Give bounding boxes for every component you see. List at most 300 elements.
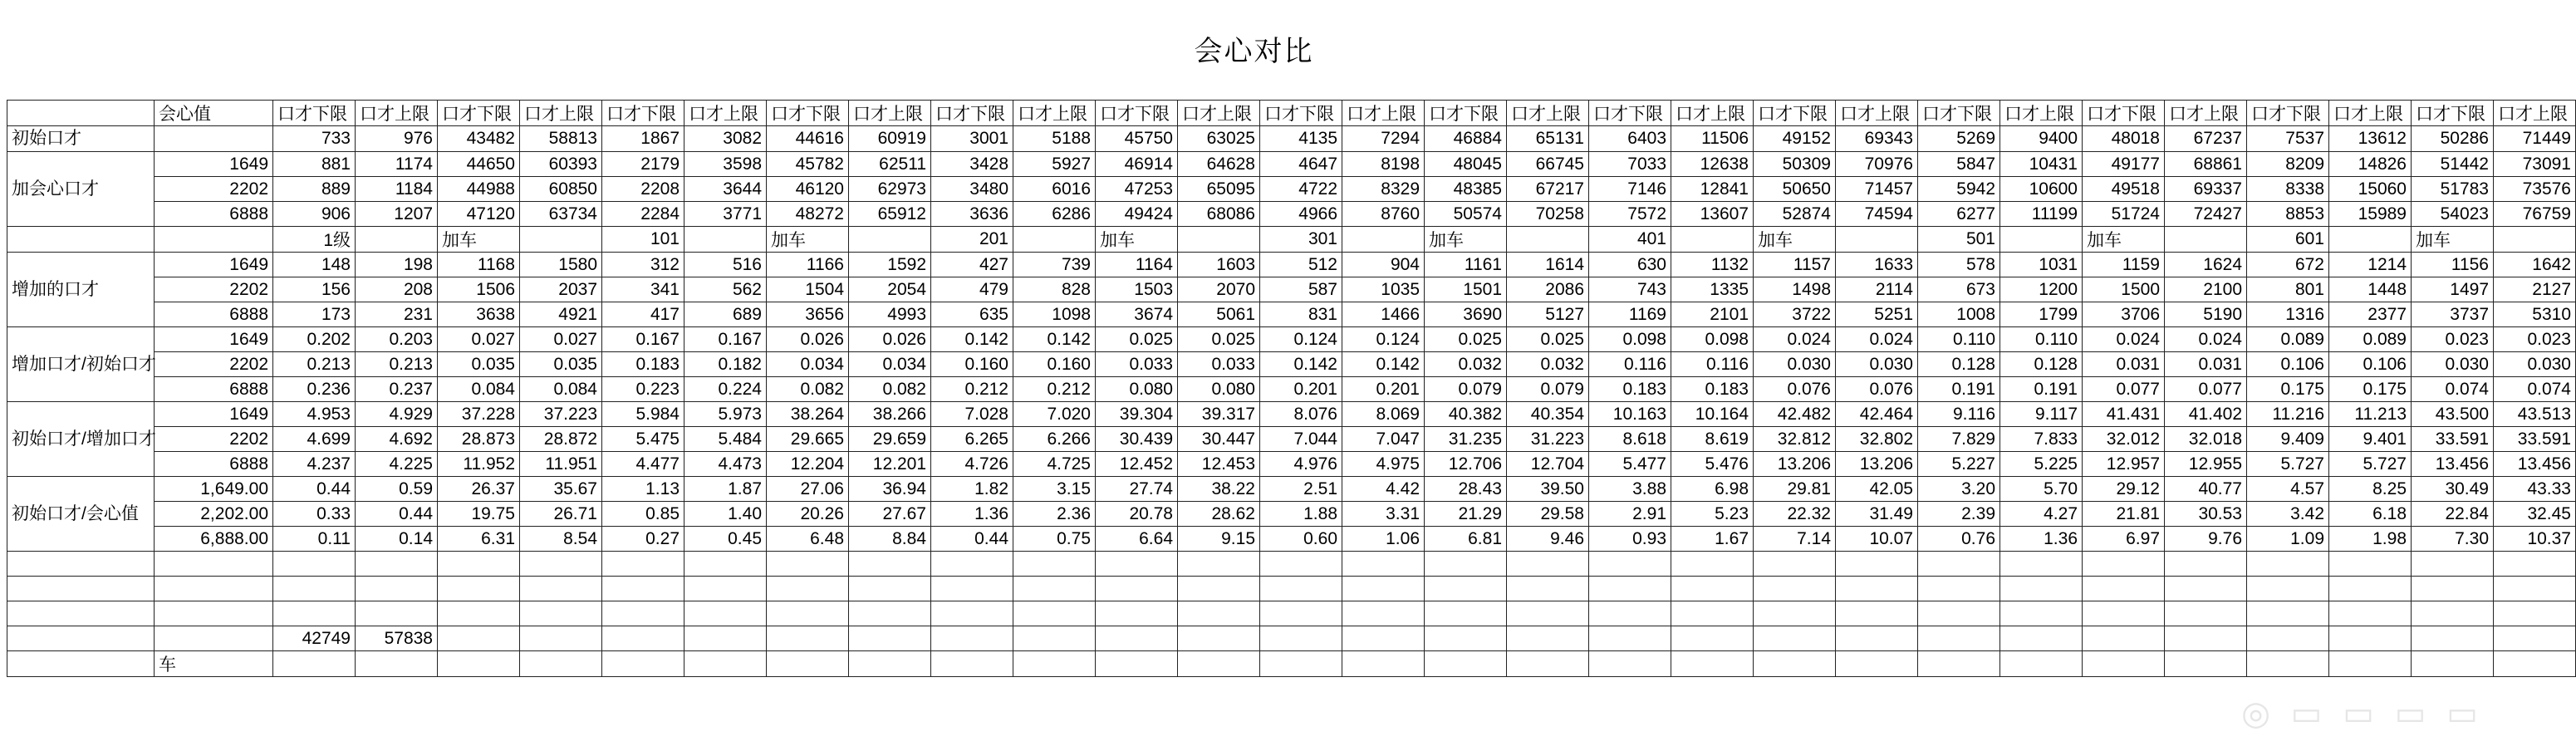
empty-cell xyxy=(2247,577,2329,601)
table-cell: 0.236 xyxy=(273,377,356,402)
table-cell: 65131 xyxy=(1507,126,1589,152)
table-cell: 22.84 xyxy=(2412,502,2494,527)
table-cell: 1098 xyxy=(1013,302,1096,327)
table-cell: 30.49 xyxy=(2412,477,2494,502)
table-cell: 28.873 xyxy=(438,427,520,452)
empty-row xyxy=(7,601,2576,626)
table-cell: 0.024 xyxy=(1836,327,1918,352)
table-cell: 0.85 xyxy=(602,502,684,527)
table-cell: 44650 xyxy=(438,152,520,177)
table-cell: 1649 xyxy=(155,253,273,277)
table-cell: 13.456 xyxy=(2412,452,2494,477)
empty-cell xyxy=(602,601,684,626)
table-cell: 38.264 xyxy=(767,402,849,427)
level-cell: 401 xyxy=(1589,227,1671,253)
table-cell: 689 xyxy=(684,302,767,327)
empty-cell xyxy=(1589,626,1671,651)
table-cell: 1156 xyxy=(2412,253,2494,277)
table-cell: 0.025 xyxy=(1425,327,1507,352)
empty-cell xyxy=(1096,552,1178,577)
table-cell: 3.31 xyxy=(1342,502,1425,527)
table-cell: 64628 xyxy=(1178,152,1260,177)
table-cell: 733 xyxy=(273,126,356,152)
level-cell xyxy=(2494,227,2576,253)
table-cell: 20.26 xyxy=(767,502,849,527)
table-cell: 40.354 xyxy=(1507,402,1589,427)
table-cell: 5190 xyxy=(2165,302,2247,327)
table-cell: 0.074 xyxy=(2494,377,2576,402)
table-cell: 0.106 xyxy=(2329,352,2412,377)
table-cell: 27.67 xyxy=(849,502,931,527)
empty-cell xyxy=(1013,651,1096,677)
table-cell: 5927 xyxy=(1013,152,1096,177)
table-cell: 6.18 xyxy=(2329,502,2412,527)
crit-added-eloquence-row xyxy=(7,202,2576,227)
table-cell: 0.14 xyxy=(356,527,438,552)
empty-cell xyxy=(1096,626,1178,651)
table-cell: 38.266 xyxy=(849,402,931,427)
empty-cell xyxy=(2000,651,2083,677)
table-cell: 7.044 xyxy=(1260,427,1342,452)
table-cell: 0.084 xyxy=(438,377,520,402)
table-cell: 0.237 xyxy=(356,377,438,402)
table-cell: 2202 xyxy=(155,177,273,202)
table-cell: 7.028 xyxy=(931,402,1013,427)
table-cell: 5.227 xyxy=(1918,452,2000,477)
table-cell: 0.167 xyxy=(602,327,684,352)
table-cell: 801 xyxy=(2247,277,2329,302)
table-cell: 1.88 xyxy=(1260,502,1342,527)
empty-cell xyxy=(7,577,155,601)
empty-cell xyxy=(1425,577,1507,601)
table-cell: 0.212 xyxy=(931,377,1013,402)
column-header: 口才下限 xyxy=(438,101,520,126)
column-header: 口才下限 xyxy=(2083,101,2165,126)
level-cell xyxy=(2329,227,2412,253)
table-cell: 3082 xyxy=(684,126,767,152)
table-cell: 2100 xyxy=(2165,277,2247,302)
table-cell: 0.080 xyxy=(1096,377,1178,402)
empty-cell xyxy=(438,552,520,577)
table-cell: 10.163 xyxy=(1589,402,1671,427)
table-cell: 1035 xyxy=(1342,277,1425,302)
table-cell: 1164 xyxy=(1096,253,1178,277)
table-cell: 0.44 xyxy=(273,477,356,502)
empty-cell xyxy=(2494,626,2576,651)
empty-cell xyxy=(1260,552,1342,577)
empty-cell xyxy=(1260,651,1342,677)
empty-cell xyxy=(273,601,356,626)
table-cell: 1214 xyxy=(2329,253,2412,277)
table-cell: 3001 xyxy=(931,126,1013,152)
table-cell: 0.031 xyxy=(2083,352,2165,377)
table-cell: 31.235 xyxy=(1425,427,1507,452)
column-header: 口才下限 xyxy=(1918,101,2000,126)
table-cell: 4921 xyxy=(520,302,602,327)
table-cell: 28.872 xyxy=(520,427,602,452)
table-cell: 5127 xyxy=(1507,302,1589,327)
table-cell: 5.23 xyxy=(1671,502,1754,527)
table-cell: 8.54 xyxy=(520,527,602,552)
table-cell: 71457 xyxy=(1836,177,1918,202)
table-cell: 2127 xyxy=(2494,277,2576,302)
table-cell xyxy=(155,126,273,152)
empty-cell xyxy=(2494,651,2576,677)
table-cell: 881 xyxy=(273,152,356,177)
empty-cell xyxy=(849,651,931,677)
table-cell: 7146 xyxy=(1589,177,1671,202)
table-cell: 76759 xyxy=(2494,202,2576,227)
table-cell: 6.31 xyxy=(438,527,520,552)
table-cell: 1168 xyxy=(438,253,520,277)
empty-cell xyxy=(767,552,849,577)
empty-cell xyxy=(1754,651,1836,677)
level-blank-cell xyxy=(7,227,155,253)
table-cell: 8853 xyxy=(2247,202,2329,227)
table-cell: 0.191 xyxy=(1918,377,2000,402)
table-cell: 5942 xyxy=(1918,177,2000,202)
table-cell: 516 xyxy=(684,253,767,277)
column-header: 口才上限 xyxy=(356,101,438,126)
table-cell: 1497 xyxy=(2412,277,2494,302)
table-cell: 2,202.00 xyxy=(155,502,273,527)
table-cell: 1466 xyxy=(1342,302,1425,327)
table-cell: 173 xyxy=(273,302,356,327)
table-cell: 8209 xyxy=(2247,152,2329,177)
table-cell: 0.076 xyxy=(1836,377,1918,402)
column-header: 口才上限 xyxy=(2165,101,2247,126)
level-cell: 101 xyxy=(602,227,684,253)
table-cell: 1592 xyxy=(849,253,931,277)
level-cell: 501 xyxy=(1918,227,2000,253)
table-cell: 4.27 xyxy=(2000,502,2083,527)
table-cell: 44616 xyxy=(767,126,849,152)
table-cell: 43.500 xyxy=(2412,402,2494,427)
empty-cell xyxy=(2247,651,2329,677)
table-cell: 8198 xyxy=(1342,152,1425,177)
empty-cell xyxy=(602,626,684,651)
table-cell: 0.59 xyxy=(356,477,438,502)
table-cell: 1.09 xyxy=(2247,527,2329,552)
sum-high-cell: 57838 xyxy=(356,626,438,651)
table-cell: 4.929 xyxy=(356,402,438,427)
table-cell: 6286 xyxy=(1013,202,1096,227)
empty-cell xyxy=(2000,601,2083,626)
empty-cell xyxy=(1013,552,1096,577)
column-header: 口才上限 xyxy=(684,101,767,126)
sum-low-cell: 42749 xyxy=(273,626,356,651)
sum-row xyxy=(7,626,2576,651)
empty-cell xyxy=(2083,577,2165,601)
empty-cell xyxy=(2329,552,2412,577)
table-cell: 48272 xyxy=(767,202,849,227)
empty-cell xyxy=(1754,601,1836,626)
table-cell: 4.42 xyxy=(1342,477,1425,502)
table-cell: 43.33 xyxy=(2494,477,2576,502)
empty-cell xyxy=(2000,626,2083,651)
table-cell: 50574 xyxy=(1425,202,1507,227)
table-cell: 29.81 xyxy=(1754,477,1836,502)
empty-cell xyxy=(767,626,849,651)
empty-cell xyxy=(2247,552,2329,577)
table-cell: 0.183 xyxy=(602,352,684,377)
table-cell: 4.725 xyxy=(1013,452,1096,477)
empty-cell xyxy=(1013,626,1096,651)
empty-cell xyxy=(1836,601,1918,626)
table-cell: 12.204 xyxy=(767,452,849,477)
table-cell: 37.228 xyxy=(438,402,520,427)
table-cell: 0.183 xyxy=(1671,377,1754,402)
table-cell: 1008 xyxy=(1918,302,2000,327)
table-cell: 1159 xyxy=(2083,253,2165,277)
table-cell: 904 xyxy=(1342,253,1425,277)
empty-cell xyxy=(520,577,602,601)
table-cell: 0.024 xyxy=(1754,327,1836,352)
empty-cell xyxy=(1836,651,1918,677)
table-cell: 20.78 xyxy=(1096,502,1178,527)
table-cell: 11.213 xyxy=(2329,402,2412,427)
table-cell: 512 xyxy=(1260,253,1342,277)
table-cell: 831 xyxy=(1260,302,1342,327)
table-cell: 1.36 xyxy=(2000,527,2083,552)
empty-cell xyxy=(1342,651,1425,677)
table-cell: 8.619 xyxy=(1671,427,1754,452)
increase-row xyxy=(7,253,2576,277)
empty-cell xyxy=(2412,626,2494,651)
empty-cell xyxy=(1836,626,1918,651)
table-cell: 11506 xyxy=(1671,126,1754,152)
empty-cell xyxy=(438,577,520,601)
table-cell: 148 xyxy=(273,253,356,277)
level-cell: 201 xyxy=(931,227,1013,253)
table-cell: 26.37 xyxy=(438,477,520,502)
table-cell: 1649 xyxy=(155,327,273,352)
table-cell: 51783 xyxy=(2412,177,2494,202)
table-cell: 0.160 xyxy=(931,352,1013,377)
table-cell: 12.704 xyxy=(1507,452,1589,477)
level-cell: 加车 xyxy=(1754,227,1836,253)
table-cell: 48385 xyxy=(1425,177,1507,202)
level-cell xyxy=(2000,227,2083,253)
table-cell: 6.265 xyxy=(931,427,1013,452)
level-row xyxy=(7,227,2576,253)
level-cell xyxy=(2165,227,2247,253)
table-cell: 0.110 xyxy=(1918,327,2000,352)
table-cell: 13.456 xyxy=(2494,452,2576,477)
table-cell: 0.025 xyxy=(1178,327,1260,352)
table-cell: 5.476 xyxy=(1671,452,1754,477)
table-cell: 54023 xyxy=(2412,202,2494,227)
table-cell: 9.117 xyxy=(2000,402,2083,427)
empty-cell xyxy=(1507,601,1589,626)
level-cell: 601 xyxy=(2247,227,2329,253)
empty-cell xyxy=(1671,651,1754,677)
car-row xyxy=(7,651,2576,677)
table-cell: 5.727 xyxy=(2329,452,2412,477)
table-cell: 0.142 xyxy=(931,327,1013,352)
table-cell: 0.025 xyxy=(1507,327,1589,352)
table-cell: 1.67 xyxy=(1671,527,1754,552)
empty-cell xyxy=(438,601,520,626)
empty-cell xyxy=(1754,626,1836,651)
table-cell: 10.37 xyxy=(2494,527,2576,552)
table-cell: 29.659 xyxy=(849,427,931,452)
crit-added-eloquence-label: 加会心口才 xyxy=(7,152,155,227)
table-cell: 5.475 xyxy=(602,427,684,452)
table-cell: 3638 xyxy=(438,302,520,327)
table-cell: 906 xyxy=(273,202,356,227)
table-cell: 156 xyxy=(273,277,356,302)
table-cell: 3690 xyxy=(1425,302,1507,327)
table-cell: 6403 xyxy=(1589,126,1671,152)
table-cell: 50650 xyxy=(1754,177,1836,202)
table-cell: 562 xyxy=(684,277,767,302)
empty-cell xyxy=(1507,651,1589,677)
level-cell xyxy=(1178,227,1260,253)
empty-cell xyxy=(1507,552,1589,577)
table-cell: 0.27 xyxy=(602,527,684,552)
table-cell: 49177 xyxy=(2083,152,2165,177)
empty-cell xyxy=(849,577,931,601)
table-cell: 5.973 xyxy=(684,402,767,427)
empty-cell xyxy=(1013,601,1096,626)
table-cell: 30.439 xyxy=(1096,427,1178,452)
empty-row xyxy=(7,577,2576,601)
table-cell: 62511 xyxy=(849,152,931,177)
table-cell: 0.023 xyxy=(2494,327,2576,352)
table-cell: 5310 xyxy=(2494,302,2576,327)
table-cell: 5.484 xyxy=(684,427,767,452)
table-cell: 9400 xyxy=(2000,126,2083,152)
table-cell: 5188 xyxy=(1013,126,1096,152)
empty-cell xyxy=(1260,601,1342,626)
table-cell: 31.49 xyxy=(1836,502,1918,527)
initial-over-increase-label: 初始口才/增加口才 xyxy=(7,402,155,477)
table-cell: 14826 xyxy=(2329,152,2412,177)
empty-cell xyxy=(684,651,767,677)
table-cell: 5847 xyxy=(1918,152,2000,177)
empty-cell xyxy=(7,552,155,577)
table-cell: 13612 xyxy=(2329,126,2412,152)
table-cell: 0.183 xyxy=(1589,377,1671,402)
table-cell: 0.027 xyxy=(520,327,602,352)
table-cell: 0.026 xyxy=(767,327,849,352)
column-header: 口才下限 xyxy=(931,101,1013,126)
table-cell: 5.984 xyxy=(602,402,684,427)
table-cell: 9.401 xyxy=(2329,427,2412,452)
table-cell: 11.951 xyxy=(520,452,602,477)
increase-label: 增加的口才 xyxy=(7,253,155,327)
empty-cell xyxy=(2412,577,2494,601)
initial-over-increase-row xyxy=(7,452,2576,477)
empty-cell xyxy=(273,552,356,577)
table-cell: 4.225 xyxy=(356,452,438,477)
empty-cell xyxy=(1096,577,1178,601)
table-cell: 9.116 xyxy=(1918,402,2000,427)
table-cell: 45750 xyxy=(1096,126,1178,152)
column-header: 会心值 xyxy=(155,101,273,126)
table-cell: 3.20 xyxy=(1918,477,2000,502)
level-cell: 加车 xyxy=(2083,227,2165,253)
table-cell: 4.726 xyxy=(931,452,1013,477)
empty-cell xyxy=(2083,601,2165,626)
table-cell: 3656 xyxy=(767,302,849,327)
table-cell: 58813 xyxy=(520,126,602,152)
table-cell: 0.33 xyxy=(273,502,356,527)
column-header: 口才下限 xyxy=(602,101,684,126)
empty-cell xyxy=(1342,552,1425,577)
table-cell: 30.447 xyxy=(1178,427,1260,452)
table-cell: 889 xyxy=(273,177,356,202)
level-cell: 加车 xyxy=(767,227,849,253)
empty-cell xyxy=(2165,626,2247,651)
table-cell: 21.29 xyxy=(1425,502,1507,527)
header-blank-cell xyxy=(7,101,155,126)
table-cell: 0.44 xyxy=(356,502,438,527)
table-cell: 10431 xyxy=(2000,152,2083,177)
level-cell: 加车 xyxy=(438,227,520,253)
table-cell: 41.431 xyxy=(2083,402,2165,427)
table-cell: 63025 xyxy=(1178,126,1260,152)
table-cell: 5061 xyxy=(1178,302,1260,327)
table-cell: 1.82 xyxy=(931,477,1013,502)
table-cell: 51724 xyxy=(2083,202,2165,227)
table-cell: 4966 xyxy=(1260,202,1342,227)
table-cell: 70258 xyxy=(1507,202,1589,227)
table-cell: 6277 xyxy=(1918,202,2000,227)
table-cell: 1132 xyxy=(1671,253,1754,277)
table-cell: 6.81 xyxy=(1425,527,1507,552)
table-cell: 635 xyxy=(931,302,1013,327)
table-cell: 12.453 xyxy=(1178,452,1260,477)
table-cell: 0.089 xyxy=(2247,327,2329,352)
table-cell: 1.13 xyxy=(602,477,684,502)
table-cell: 6.98 xyxy=(1671,477,1754,502)
table-cell: 0.024 xyxy=(2083,327,2165,352)
column-header: 口才下限 xyxy=(1754,101,1836,126)
empty-cell xyxy=(1425,552,1507,577)
table-cell: 0.116 xyxy=(1671,352,1754,377)
table-cell: 48018 xyxy=(2083,126,2165,152)
column-header: 口才下限 xyxy=(273,101,356,126)
table-cell: 4647 xyxy=(1260,152,1342,177)
table-cell: 6016 xyxy=(1013,177,1096,202)
table-cell: 0.034 xyxy=(767,352,849,377)
table-cell: 0.191 xyxy=(2000,377,2083,402)
table-cell: 0.182 xyxy=(684,352,767,377)
table-cell: 2284 xyxy=(602,202,684,227)
table-cell: 0.033 xyxy=(1178,352,1260,377)
table-cell: 8338 xyxy=(2247,177,2329,202)
empty-cell xyxy=(1918,651,2000,677)
table-cell: 6888 xyxy=(155,202,273,227)
table-cell: 0.93 xyxy=(1589,527,1671,552)
table-cell: 1500 xyxy=(2083,277,2165,302)
empty-cell xyxy=(1671,626,1754,651)
table-cell: 0.110 xyxy=(2000,327,2083,352)
table-cell: 7.14 xyxy=(1754,527,1836,552)
table-cell: 0.60 xyxy=(1260,527,1342,552)
table-cell: 8.618 xyxy=(1589,427,1671,452)
table-cell: 6.97 xyxy=(2083,527,2165,552)
table-cell: 66745 xyxy=(1507,152,1589,177)
table-cell: 39.317 xyxy=(1178,402,1260,427)
table-cell: 42.464 xyxy=(1836,402,1918,427)
table-cell: 0.44 xyxy=(931,527,1013,552)
empty-cell xyxy=(931,651,1013,677)
empty-cell xyxy=(1096,601,1178,626)
table-cell: 2037 xyxy=(520,277,602,302)
